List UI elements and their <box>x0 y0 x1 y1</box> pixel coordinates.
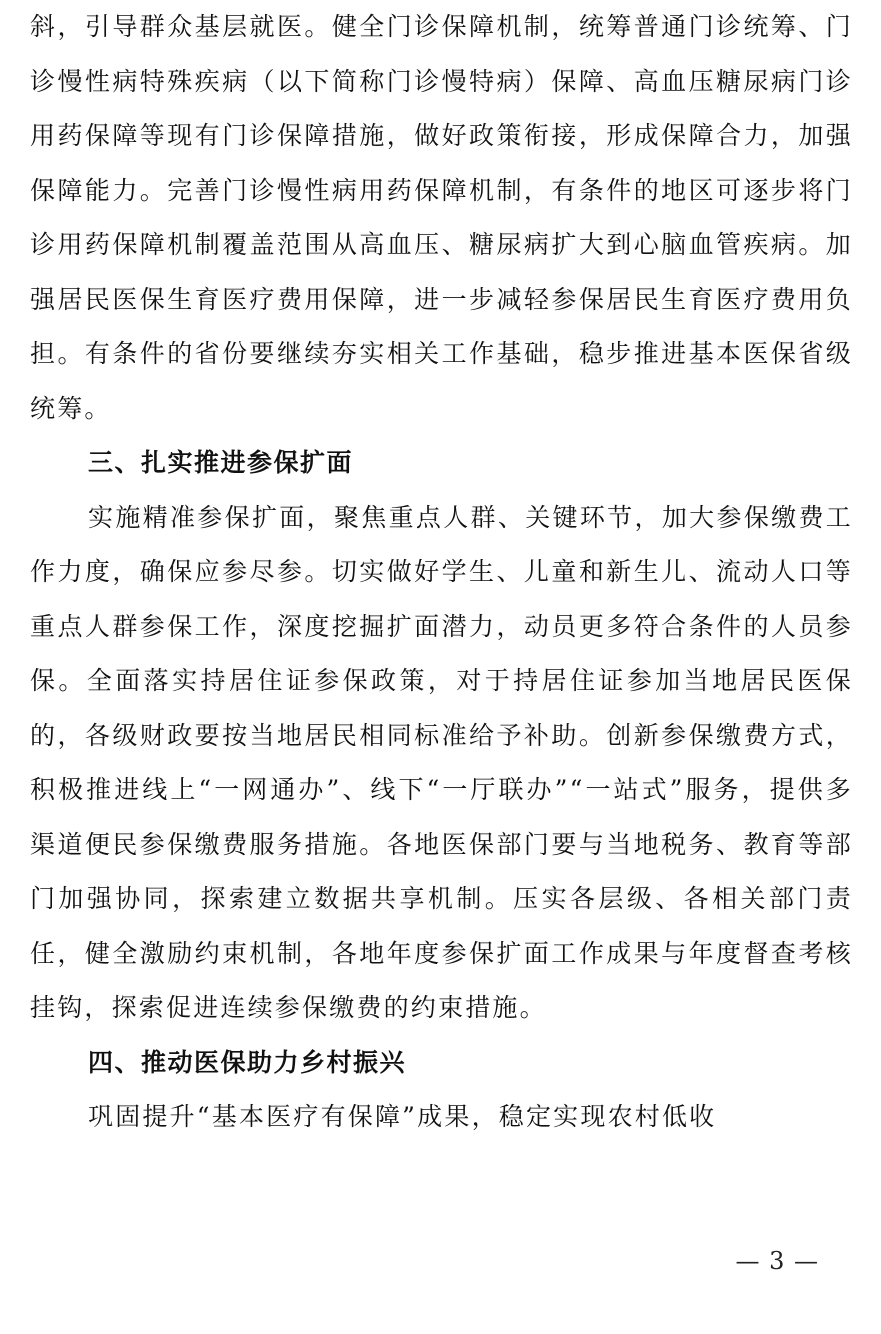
paragraph-continuation: 斜，引导群众基层就医。健全门诊保障机制，统筹普通门诊统筹、门诊慢性病特殊疾病（以下简称门诊慢特病）保障、高血压糖尿病门诊用药保障等现有门诊保障措施，做好政策衔接，形成保障合力，加强保障能力。完善门诊慢性病用药保障机制，有条件的地区可逐步将门诊用药保障机制覆盖范围从高血压、糖尿病扩大到心脑血管疾病。加强居民医保生育医疗费用保障，进一步减轻参保居民生育医疗费用负担。有条件的省份要继续夯实相关工作基础，稳步推进基本医保省级统筹。 <box>30 12 853 423</box>
page-number: — 3 — <box>735 1247 819 1275</box>
paragraph-enrollment: 实施精准参保扩面，聚焦重点人群、关键环节，加大参保缴费工作力度，确保应参尽参。切实做好学生、儿童和新生儿、流动人口等重点人群参保工作，深度挖掘扩面潜力，动员更多符合条件的人员参保。全面落实持居住证参保政策，对于持居住证参加当地居民医保的，各级财政要按当地居民相同标准给予补助。创新参保缴费方式，积极推进线上“一网通办”、线下“一厅联办”“一站式”服务，提供多渠道便民参保缴费服务措施。各地医保部门要与当地税务、教育等部门加强协同，探索建立数据共享机制。压实各层级、各相关部门责任，健全激励约束机制，各地年度参保扩面工作成果与年度督查考核挂钩，探索促进连续参保缴费的约束措施。 <box>30 502 853 1022</box>
section-heading-4: 四、推动医保助力乡村振兴 <box>88 1047 407 1077</box>
document-body <box>30 0 853 1145</box>
paragraph-rural: 巩固提升“基本医疗有保障”成果，稳定实现农村低收 <box>88 1102 717 1131</box>
section-heading-3: 三、扎实推进参保扩面 <box>88 448 354 477</box>
